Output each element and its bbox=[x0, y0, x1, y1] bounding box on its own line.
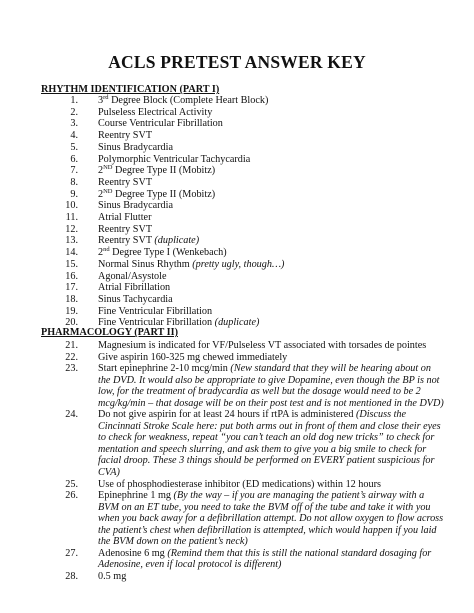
answer-item bbox=[0, 294, 474, 306]
answer-main-text: Degree Block (Complete Heart Block) bbox=[108, 95, 269, 106]
answer-text bbox=[98, 154, 444, 166]
answer-main-text: Reentry SVT bbox=[98, 176, 153, 188]
answer-number: 26. bbox=[65, 490, 78, 502]
answer-item bbox=[0, 548, 474, 571]
answer-number: 2. bbox=[70, 106, 78, 118]
answer-degree-number: 2 bbox=[98, 247, 104, 259]
answer-main-text: Magnesium is indicated for VF/Pulseless VT associated with torsades de pointes bbox=[98, 340, 427, 351]
answer-main-text: Reentry SVT bbox=[98, 235, 155, 247]
answer-number: 11. bbox=[65, 212, 78, 224]
answer-number: 13. bbox=[65, 235, 78, 247]
answer-number: 14. bbox=[65, 247, 78, 259]
answer-item bbox=[0, 154, 474, 166]
pharmacology-section-heading: PHARMACOLOGY (PART II) bbox=[41, 327, 178, 338]
answer-main-text: 0.5 mg bbox=[98, 570, 127, 582]
answer-item bbox=[0, 200, 474, 212]
answer-note: (New standard that they will be hearing about on the DVD. It would also be appropriate to give Dopamine, even though the BP is not low, for the treatment of bradycardia as well but the dosage would need to be 2 mcg/kg/min – that dosage will be on their post test and is not mentioned in the DVD) bbox=[98, 363, 444, 409]
answer-number: 3. bbox=[70, 118, 78, 130]
answer-item bbox=[0, 363, 474, 409]
answer-number: 7. bbox=[70, 165, 78, 177]
answer-note: (By the way – if you are managing the patient’s airway with a BVM on an ET tube, you need to take the BVM off of the tube and take it with you when you back away for a defibrillation attempt. Do not allow oxygen to flow across the patient’s chest when defibrillation is attempted, which would happen if you laid the BVM down on the patient’s neck) bbox=[98, 490, 444, 548]
answer-text bbox=[98, 548, 444, 571]
answer-note: (Remind them that this is still the national standard dosaging for Adenosine, even if local protocol is different) bbox=[98, 547, 432, 571]
answer-number: 1. bbox=[70, 95, 78, 106]
answer-number: 17. bbox=[65, 282, 78, 294]
answer-note: (Discuss the Cincinnati Stroke Scale here: put both arms out in front of them and close their eyes to check for weakness, repeat “you can’t teach an old dog new tricks” to check for mentation and speech slurring, and ask them to give you a big smile to check for facial droop. These 3 things should be performed on EVERY patient suspicious for CVA) bbox=[98, 409, 441, 479]
answer-item bbox=[0, 189, 474, 201]
answer-text bbox=[98, 271, 444, 283]
answer-item bbox=[0, 352, 474, 364]
answer-number: 22. bbox=[65, 351, 78, 363]
answer-text bbox=[98, 200, 444, 212]
answer-main-text: Sinus Bradycardia bbox=[98, 141, 173, 153]
answer-note: (duplicate) bbox=[154, 235, 200, 247]
answer-main-text: Degree Type I (Wenkebach) bbox=[109, 247, 227, 259]
page-title: ACLS PRETEST ANSWER KEY bbox=[108, 52, 366, 72]
answer-text bbox=[98, 259, 444, 271]
answer-main-text: Atrial Fibrillation bbox=[98, 282, 171, 294]
answer-item bbox=[0, 247, 474, 259]
answer-main-text: Use of phosphodiesterase inhibitor (ED medications) within 12 hours bbox=[98, 478, 381, 490]
answer-main-text: Adenosine 6 mg bbox=[98, 547, 168, 559]
answer-item bbox=[0, 95, 474, 107]
answer-text bbox=[98, 189, 444, 201]
answer-item bbox=[0, 340, 474, 352]
answer-item bbox=[0, 259, 474, 271]
answer-text bbox=[98, 571, 444, 583]
answer-main-text: Polymorphic Ventricular Tachycardia bbox=[98, 153, 251, 165]
answer-number: 25. bbox=[65, 478, 78, 490]
answer-main-text: Sinus Tachycardia bbox=[98, 293, 173, 305]
answer-text bbox=[98, 363, 444, 409]
answer-item bbox=[0, 235, 474, 247]
answer-text bbox=[98, 282, 444, 294]
answer-main-text: Reentry SVT bbox=[98, 130, 153, 142]
answer-degree-number: 2 bbox=[98, 188, 104, 200]
rhythm-answer-list bbox=[0, 95, 474, 329]
answer-number: 5. bbox=[70, 141, 78, 153]
answer-main-text: Fine Ventricular Fibrillation bbox=[98, 305, 213, 317]
answer-text bbox=[98, 340, 444, 352]
answer-number: 16. bbox=[65, 270, 78, 282]
answer-main-text: Give aspirin 160-325 mg chewed immediately bbox=[98, 351, 288, 363]
answer-item bbox=[0, 118, 474, 130]
answer-item bbox=[0, 571, 474, 583]
answer-number: 28. bbox=[65, 570, 78, 582]
answer-number: 20. bbox=[65, 317, 78, 329]
answer-text bbox=[98, 177, 444, 189]
answer-number: 9. bbox=[70, 188, 78, 200]
answer-main-text: Agonal/Asystole bbox=[98, 270, 167, 282]
answer-item bbox=[0, 479, 474, 491]
answer-item bbox=[0, 177, 474, 189]
answer-ordinal-suffix: nd bbox=[103, 246, 110, 254]
answer-main-text: Epinephrine 1 mg bbox=[98, 490, 174, 502]
answer-number: 4. bbox=[70, 130, 78, 142]
answer-note: (pretty ugly, though…) bbox=[192, 258, 285, 270]
answer-degree-number: 3 bbox=[98, 95, 104, 106]
answer-text bbox=[98, 409, 444, 478]
answer-item bbox=[0, 212, 474, 224]
answer-number: 19. bbox=[65, 305, 78, 317]
answer-text bbox=[98, 165, 444, 177]
answer-text bbox=[98, 490, 444, 548]
answer-degree-number: 2 bbox=[98, 165, 104, 177]
answer-number: 6. bbox=[70, 153, 78, 165]
answer-text bbox=[98, 247, 444, 259]
answer-text bbox=[98, 142, 444, 154]
answer-text bbox=[98, 130, 444, 142]
answer-text bbox=[98, 235, 444, 247]
answer-ordinal-suffix: rd bbox=[103, 94, 109, 101]
answer-text bbox=[98, 95, 444, 107]
answer-main-text: Do not give aspirin for at least 24 hours if rtPA is administered bbox=[98, 409, 356, 421]
answer-item bbox=[0, 282, 474, 294]
answer-number: 10. bbox=[65, 200, 78, 212]
answer-number: 12. bbox=[65, 223, 78, 235]
answer-note: (duplicate) bbox=[214, 317, 260, 329]
pharmacology-answer-list bbox=[0, 340, 474, 582]
answer-item bbox=[0, 271, 474, 283]
answer-number: 24. bbox=[65, 409, 78, 421]
answer-item bbox=[0, 224, 474, 236]
answer-item bbox=[0, 142, 474, 154]
answer-main-text: Degree Type II (Mobitz) bbox=[112, 188, 216, 200]
answer-item bbox=[0, 409, 474, 478]
answer-text bbox=[98, 306, 444, 318]
answer-item bbox=[0, 165, 474, 177]
answer-main-text: Course Ventricular Fibrillation bbox=[98, 118, 223, 130]
answer-text bbox=[98, 352, 444, 364]
answer-text bbox=[98, 212, 444, 224]
answer-text bbox=[98, 107, 444, 119]
answer-main-text: Pulseless Electrical Activity bbox=[98, 106, 213, 118]
answer-item bbox=[0, 306, 474, 318]
answer-main-text: Reentry SVT bbox=[98, 223, 153, 235]
answer-number: 21. bbox=[65, 340, 78, 351]
answer-text bbox=[98, 118, 444, 130]
answer-main-text: Sinus Bradycardia bbox=[98, 200, 173, 212]
answer-text bbox=[98, 224, 444, 236]
answer-main-text: Normal Sinus Rhythm bbox=[98, 258, 193, 270]
answer-text bbox=[98, 294, 444, 306]
answer-main-text: Atrial Flutter bbox=[98, 212, 152, 224]
answer-number: 27. bbox=[65, 547, 78, 559]
answer-number: 18. bbox=[65, 293, 78, 305]
answer-item bbox=[0, 490, 474, 548]
answer-number: 23. bbox=[65, 363, 78, 375]
answer-main-text: Start epinephrine 2-10 mcg/min bbox=[98, 363, 231, 375]
answer-number: 15. bbox=[65, 258, 78, 270]
answer-main-text: Degree Type II (Mobitz) bbox=[112, 165, 216, 177]
answer-item bbox=[0, 130, 474, 142]
answer-text bbox=[98, 479, 444, 491]
answer-item bbox=[0, 107, 474, 119]
answer-number: 8. bbox=[70, 176, 78, 188]
answer-ordinal-suffix: ND bbox=[103, 164, 113, 172]
answer-ordinal-suffix: ND bbox=[103, 187, 113, 195]
answer-main-text: Fine Ventricular Fibrillation bbox=[98, 317, 215, 329]
rhythm-section-heading: RHYTHM IDENTIFICATION (PART I) bbox=[41, 84, 220, 95]
